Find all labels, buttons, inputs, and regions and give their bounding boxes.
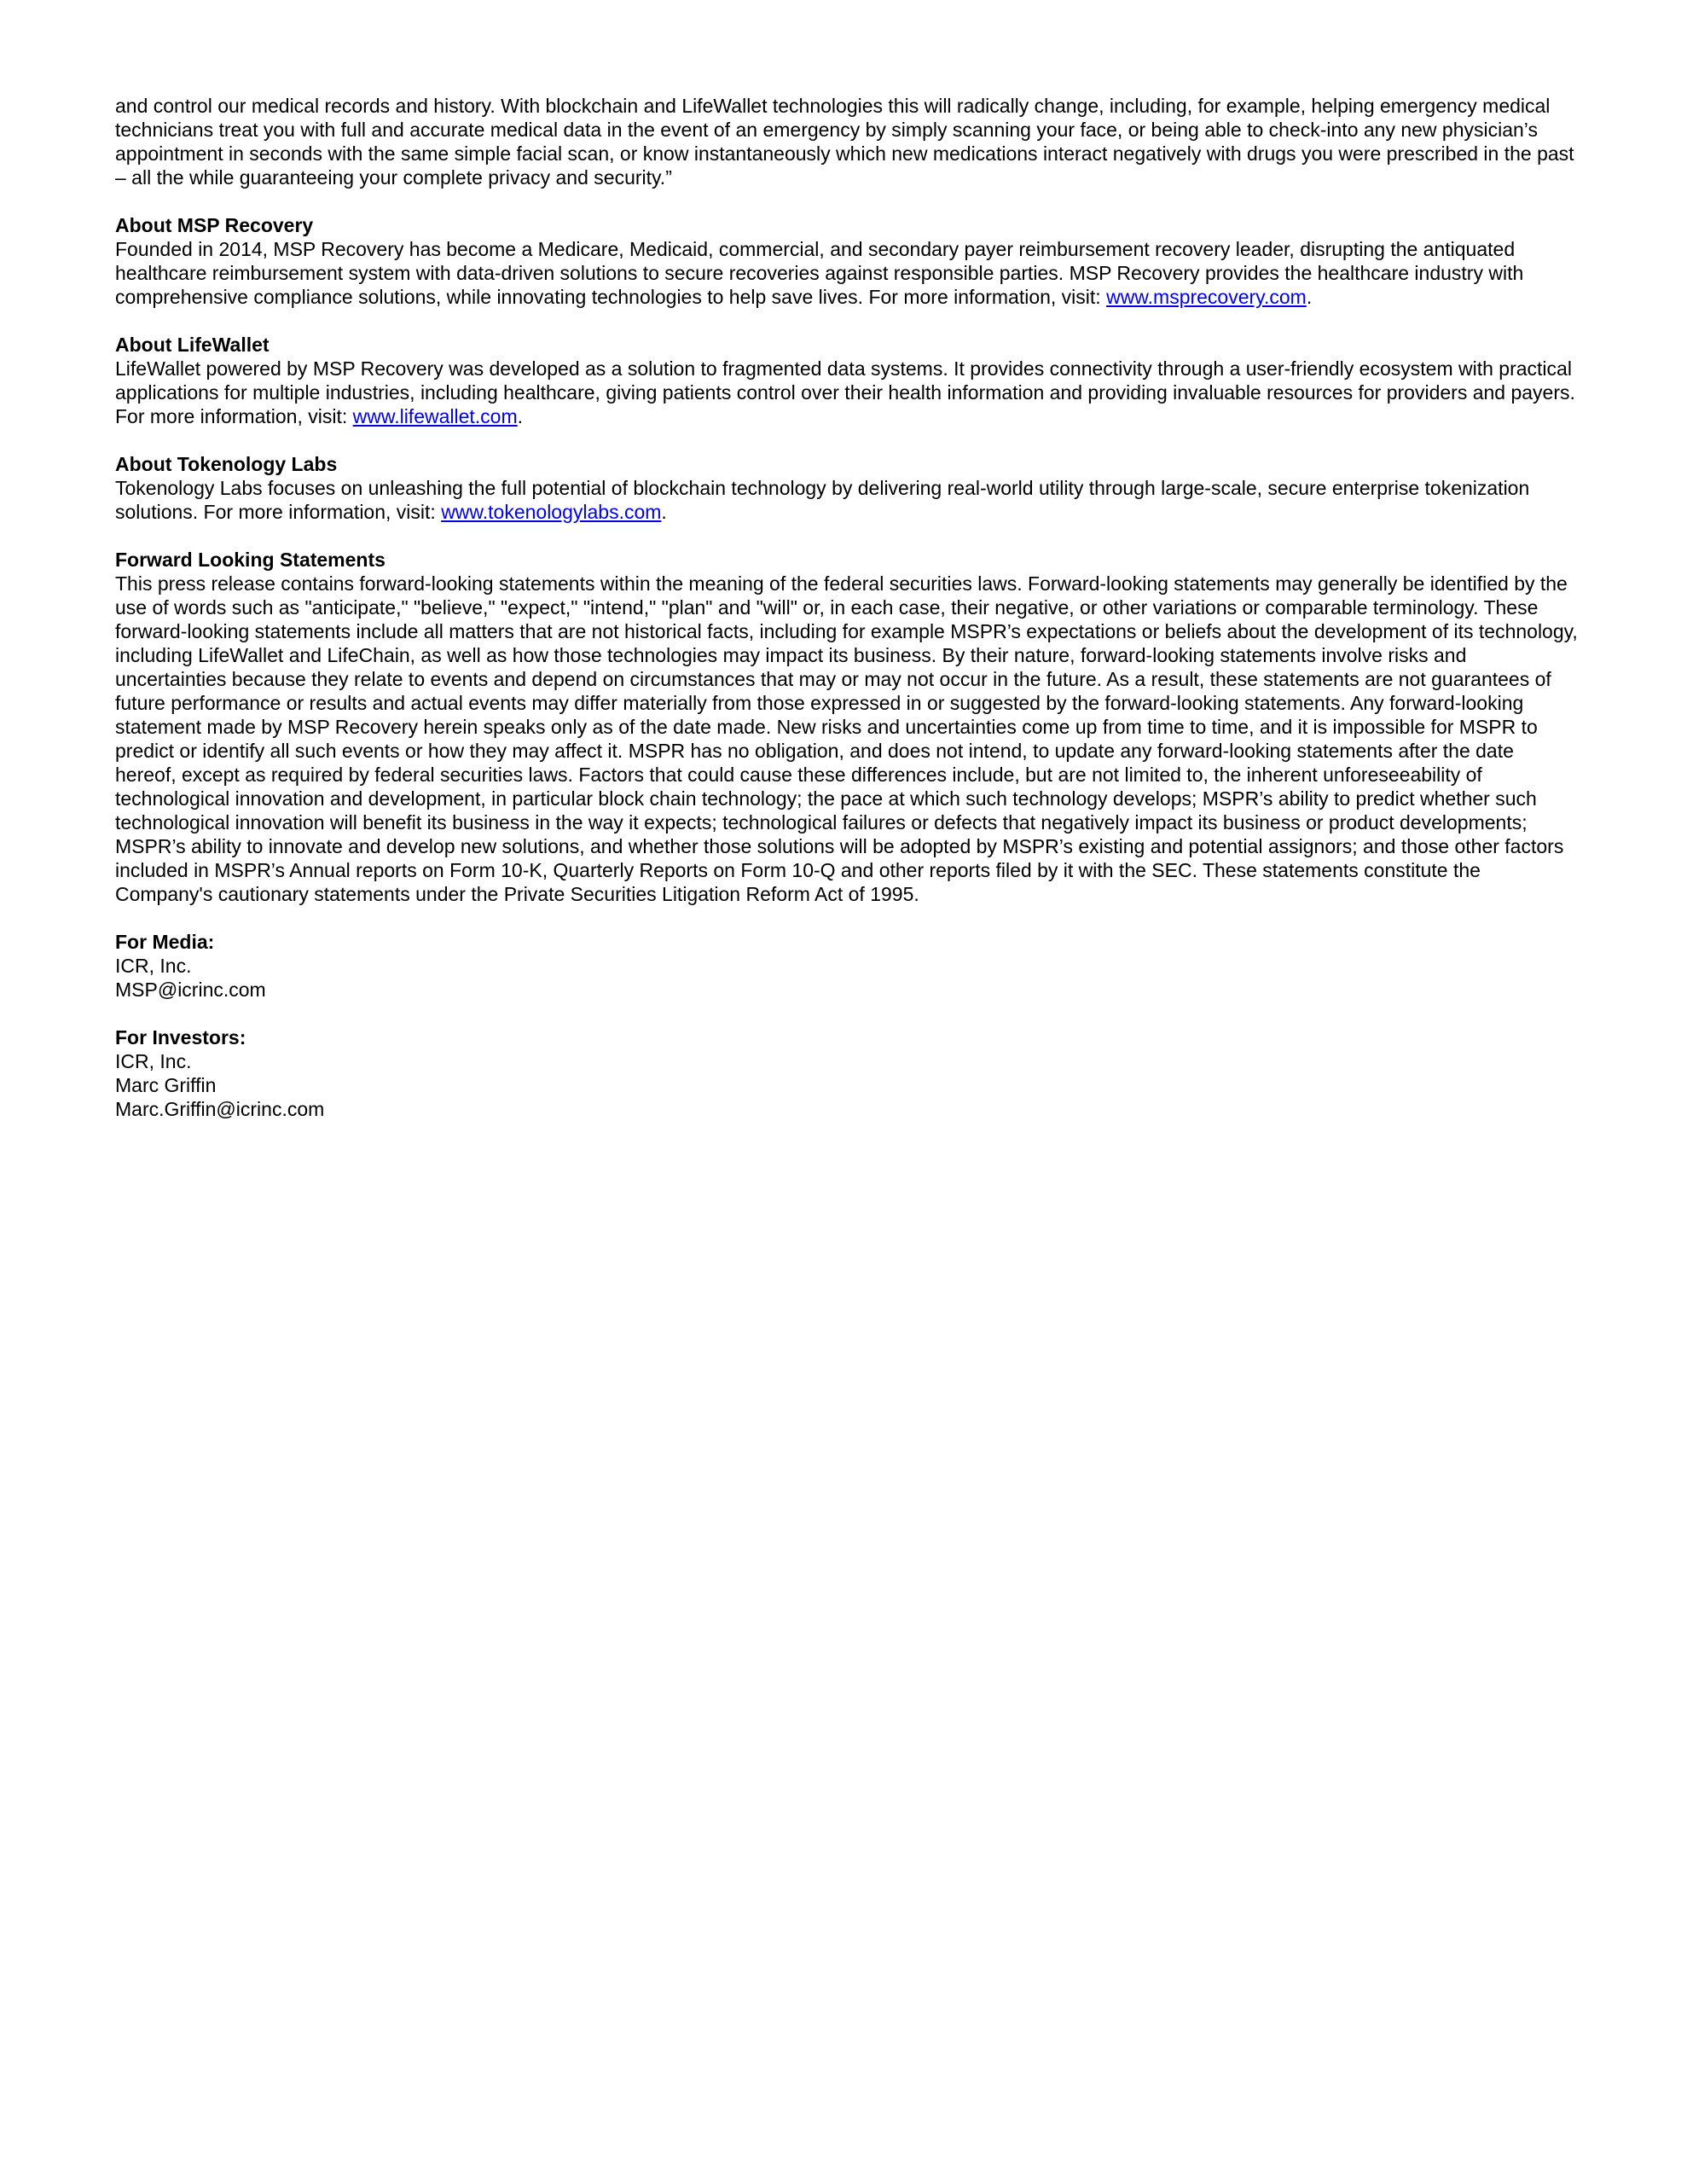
contact-email: MSP@icrinc.com xyxy=(115,979,266,1001)
section-forward-looking-statements xyxy=(115,548,1578,906)
contact-company: ICR, Inc. xyxy=(115,1050,192,1072)
section-body-text: Founded in 2014, MSP Recovery has become a Medicare, Medicaid, commercial, and secondary payer reimbursement recovery leader, disrupting the antiquated healthcare reimbursement system with data-driven solutions to secure recoveries against responsible parties. MSP Recovery provides the healthcare industry with comprehensive compliance solutions, while innovating technologies to help save lives. For more information, visit: xyxy=(115,238,1524,308)
section-paragraph xyxy=(115,237,1578,309)
lifewallet-link[interactable]: www.lifewallet.com xyxy=(352,405,518,427)
contact-email: Marc.Griffin@icrinc.com xyxy=(115,1098,325,1120)
media-contact xyxy=(115,930,1578,1002)
section-paragraph xyxy=(115,476,1578,524)
section-about-msp-recovery xyxy=(115,213,1578,309)
section-body-text: LifeWallet powered by MSP Recovery was developed as a solution to fragmented data systems. It provides connectivity through a user-friendly ecosystem with practical applications for multiple industries, including healthcare, giving patients control over their health information and providing invaluable resources for providers and payers. For more information, visit: xyxy=(115,357,1575,427)
tokenologylabs-link[interactable]: www.tokenologylabs.com xyxy=(441,501,662,523)
section-heading: About LifeWallet xyxy=(115,334,270,356)
link-trailing-period: . xyxy=(661,501,667,523)
section-heading: Forward Looking Statements xyxy=(115,549,386,571)
contact-person: Marc Griffin xyxy=(115,1074,217,1096)
msprecovery-link[interactable]: www.msprecovery.com xyxy=(1106,286,1307,308)
contact-company: ICR, Inc. xyxy=(115,955,192,977)
forward-looking-paragraph: This press release contains forward-looking statements within the meaning of the federal securities laws. Forward-looking statements may generally be identified by the use of words such as "anticipate," "believe," "expect," "intend," "plan" and "will" or, in each case, their negative, or other variations or comparable terminology. These forward-looking statements include all matters that are not historical facts, including for example MSPR’s expectations or beliefs about the development of its technology, including LifeWallet and LifeChain, as well as how those technologies may impact its business. By their nature, forward-looking statements involve risks and uncertainties because they relate to events and depend on circumstances that may or may not occur in the future. As a result, these statements are not guarantees of future performance or results and actual events may differ materially from those expressed in or suggested by the forward-looking statements. Any forward-looking statement made by MSP Recovery herein speaks only as of the date made. New risks and uncertainties come up from time to time, and it is impossible for MSPR to predict or identify all such events or how they may affect it. MSPR has no obligation, and does not intend, to update any forward-looking statements after the date hereof, except as required by federal securities laws. Factors that could cause these differences include, but are not limited to, the inherent unforeseeability of technological innovation and development, in particular block chain technology; the pace at which such technology develops; MSPR’s ability to predict whether such technological innovation will benefit its business in the way it expects; technological failures or defects that negatively impact its business or product developments; MSPR’s ability to innovate and develop new solutions, and whether those solutions will be adopted by MSPR’s existing and potential assignors; and those other factors included in MSPR’s Annual reports on Form 10-K, Quarterly Reports on Form 10-Q and other reports filed by it with the SEC. These statements constitute the Company's cautionary statements under the Private Securities Litigation Reform Act of 1995. xyxy=(115,572,1578,905)
section-heading: About MSP Recovery xyxy=(115,214,314,236)
section-heading: About Tokenology Labs xyxy=(115,453,338,475)
document-body xyxy=(115,94,1578,1121)
section-about-lifewallet xyxy=(115,333,1578,428)
contact-heading: For Media: xyxy=(115,931,215,953)
investors-contact xyxy=(115,1025,1578,1121)
section-about-tokenology-labs xyxy=(115,452,1578,524)
section-paragraph xyxy=(115,357,1578,428)
intro-paragraph: and control our medical records and history. With blockchain and LifeWallet technologies this will radically change, including, for example, helping emergency medical technicians treat you with full and accurate medical data in the event of an emergency by simply scanning your face, or being able to check-into any new physician’s appointment in seconds with the same simple facial scan, or know instantaneously which new medications interact negatively with drugs you were prescribed in the past – all the while guaranteeing your complete privacy and security.” xyxy=(115,95,1574,189)
link-trailing-period: . xyxy=(1306,286,1313,308)
section-body-text: Tokenology Labs focuses on unleashing the full potential of blockchain technology by delivering real-world utility through large-scale, secure enterprise tokenization solutions. For more information, visit: xyxy=(115,477,1530,523)
link-trailing-period: . xyxy=(517,405,524,427)
contact-heading: For Investors: xyxy=(115,1026,246,1048)
